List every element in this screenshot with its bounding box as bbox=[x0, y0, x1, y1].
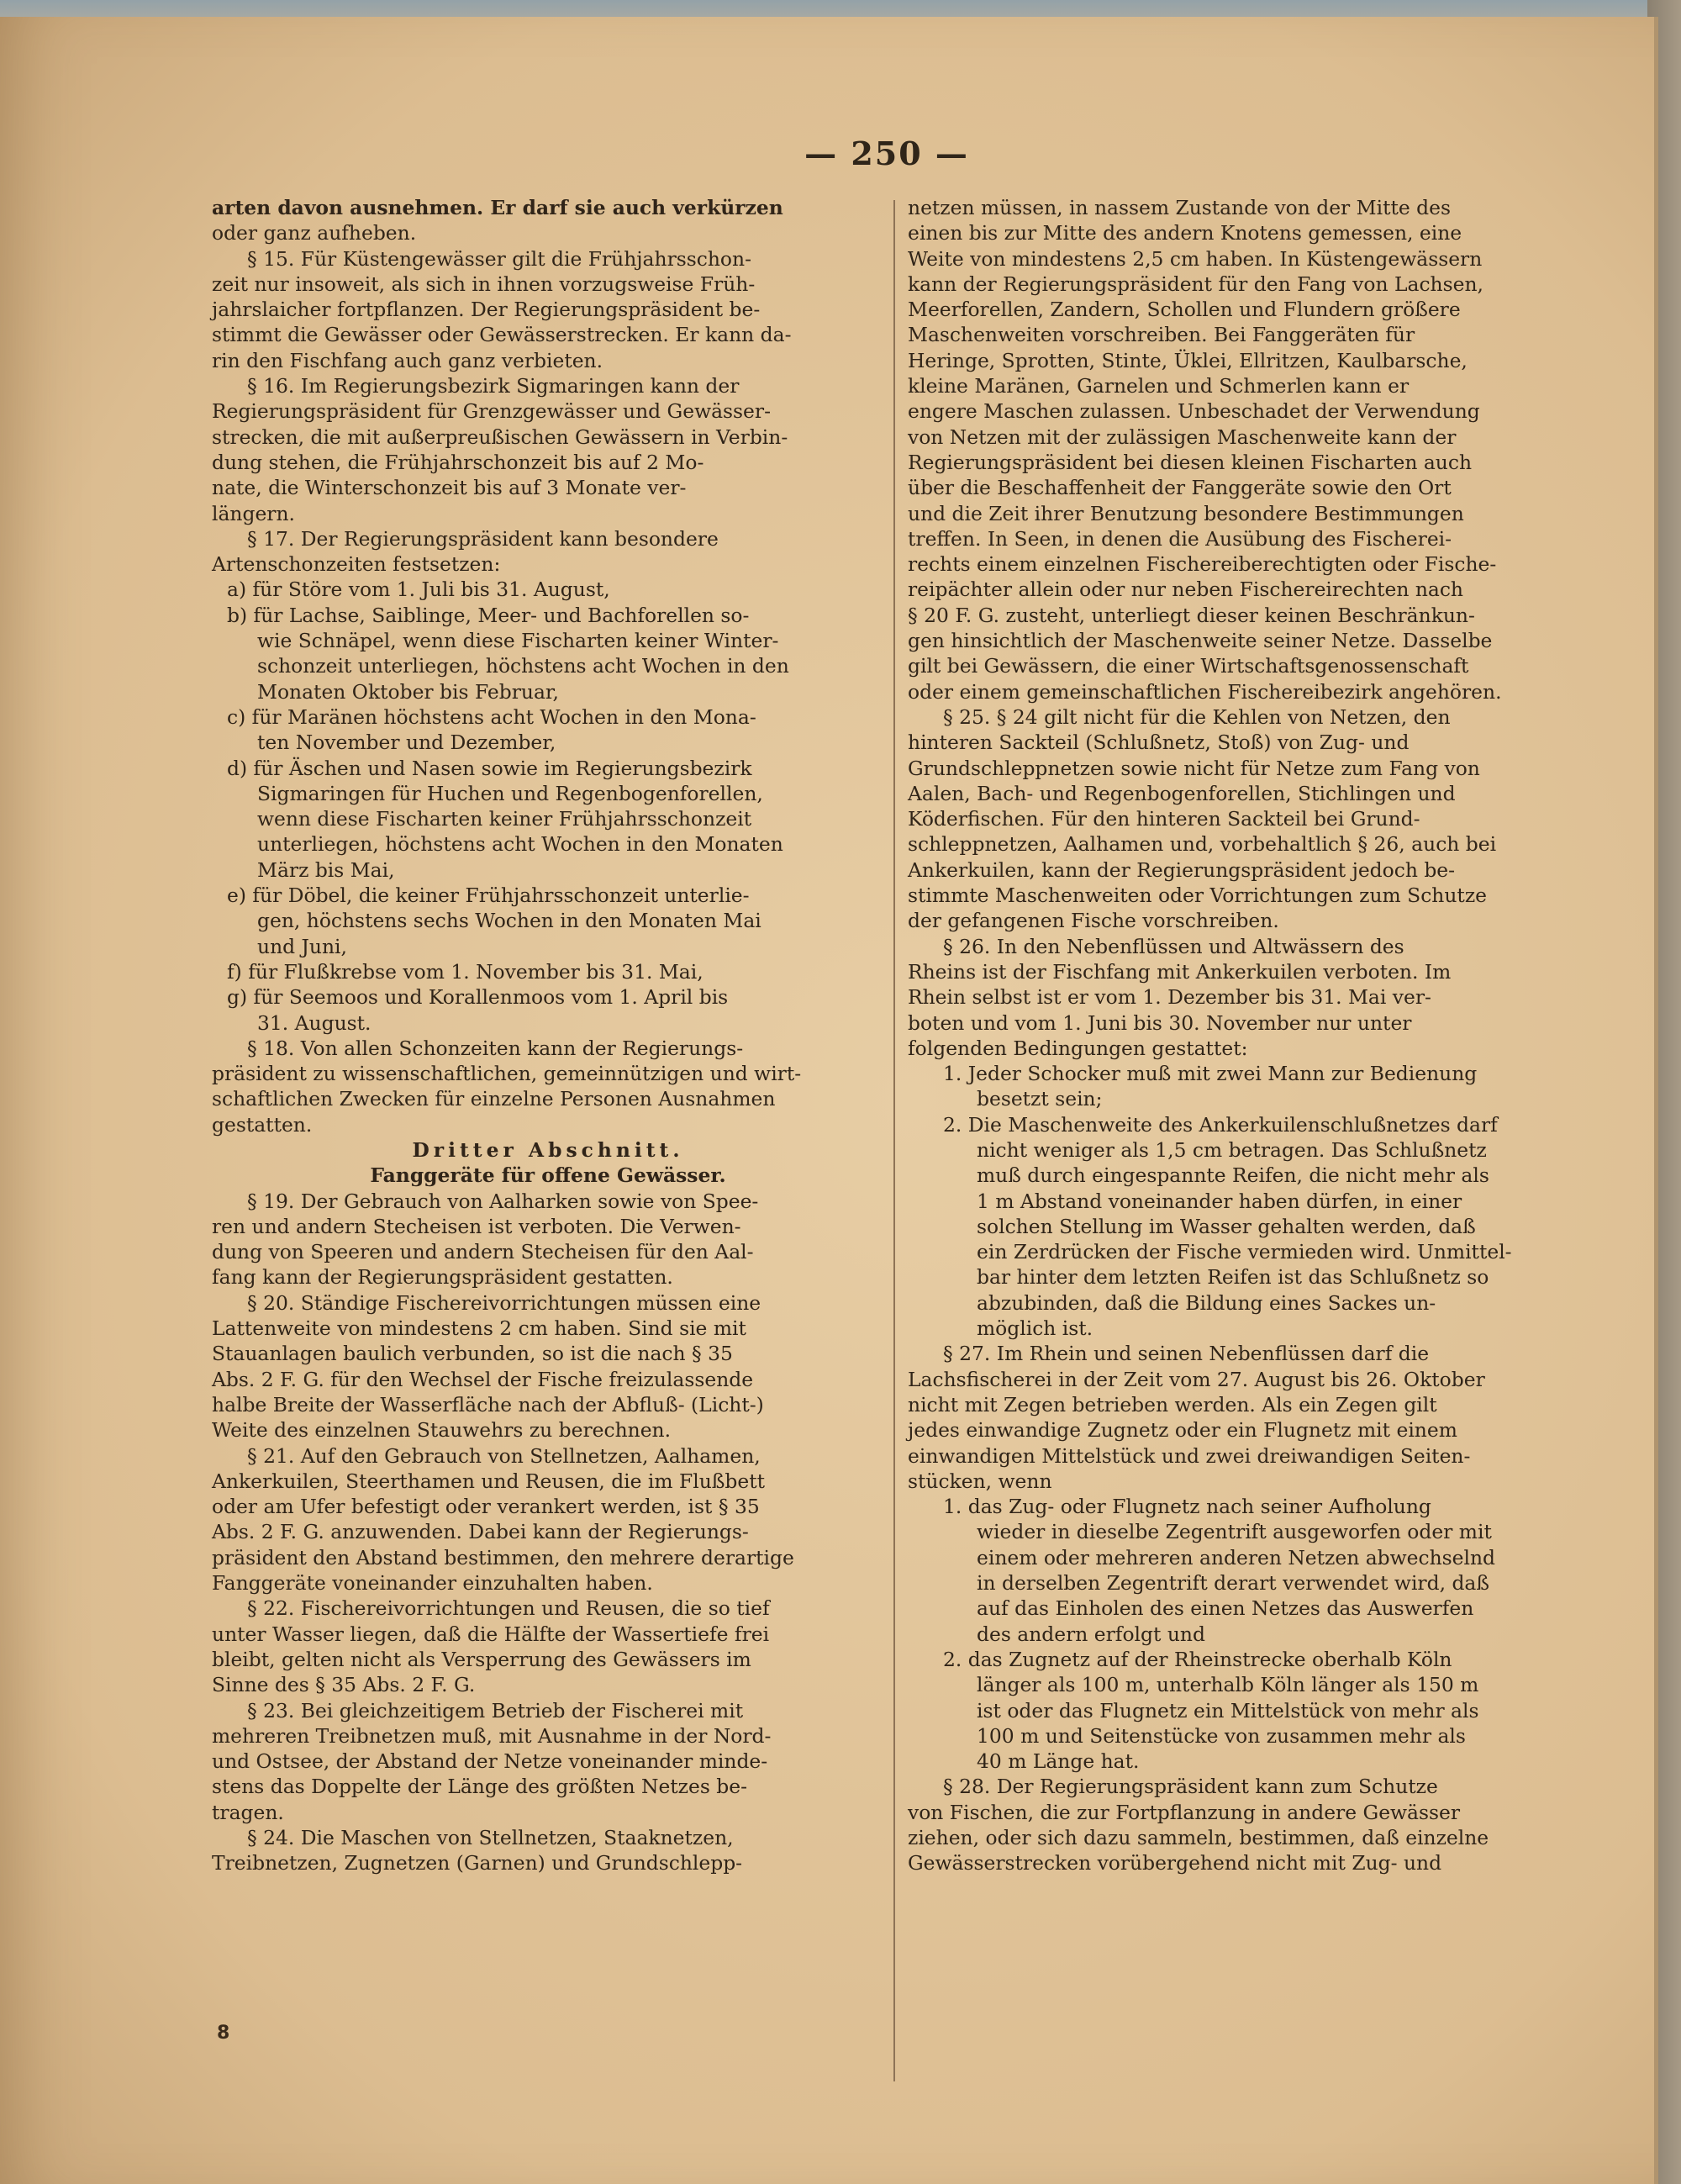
text-line: kann der Regierungspräsident für den Fang von Lachsen, bbox=[908, 272, 1483, 296]
text-line: Abs. 2 F. G. für den Wechsel der Fische freizulassende bbox=[212, 1367, 754, 1391]
text-line: reipächter allein oder nur neben Fischereirechten nach bbox=[908, 578, 1463, 602]
text-line: und Ostsee, der Abstand der Netze voneinander minde- bbox=[212, 1749, 768, 1774]
text-line: kleine Maränen, Garnelen und Schmerlen kann er bbox=[908, 374, 1410, 398]
text-line: zeit nur insoweit, als sich in ihnen vorzugsweise Früh- bbox=[212, 272, 756, 296]
text-line: abzubinden, daß die Bildung eines Sackes un- bbox=[977, 1290, 1436, 1315]
text-line: der gefangenen Fische vorschreiben. bbox=[908, 909, 1279, 933]
document-page bbox=[0, 17, 1658, 2184]
text-line: unterliegen, höchstens acht Wochen in den Monaten bbox=[257, 832, 783, 857]
text-line: Maschenweiten vorschreiben. Bei Fanggeräten für bbox=[908, 323, 1415, 347]
text-line: Lattenweite von mindestens 2 cm haben. Sind sie mit bbox=[212, 1316, 746, 1341]
text-line: 40 m Länge hat. bbox=[977, 1749, 1140, 1774]
text-line: Sinne des § 35 Abs. 2 F. G. bbox=[212, 1673, 476, 1697]
column-divider bbox=[893, 200, 895, 2081]
text-line: 100 m und Seitenstücke von zusammen mehr als bbox=[977, 1723, 1466, 1748]
text-line: präsident zu wissenschaftlichen, gemeinnützigen und wirt- bbox=[212, 1062, 802, 1086]
section-heading: Dritter Abschnitt. bbox=[412, 1137, 684, 1162]
text-line: mehreren Treibnetzen muß, mit Ausnahme in der Nord- bbox=[212, 1723, 772, 1748]
list-item-1: 1. Jeder Schocker muß mit zwei Mann zur Bedienung bbox=[943, 1062, 1478, 1086]
paragraph-18: § 18. Von allen Schonzeiten kann der Regierungs- bbox=[247, 1036, 744, 1060]
text-line: nicht mit Zegen betrieben werden. Als ein Zegen gilt bbox=[908, 1392, 1437, 1416]
paragraph-27: § 27. Im Rhein und seinen Nebenflüssen darf die bbox=[943, 1342, 1430, 1366]
list-item-b: b) für Lachse, Saiblinge, Meer- und Bachforellen so- bbox=[227, 603, 750, 627]
text-line: einen bis zur Mitte des andern Knotens gemessen, eine bbox=[908, 221, 1462, 245]
list-item-1: 1. das Zug- oder Flugnetz nach seiner Aufholung bbox=[943, 1495, 1431, 1519]
paragraph-15: § 15. Für Küstengewässer gilt die Frühjahrsschon- bbox=[247, 246, 751, 271]
list-item-2: 2. Die Maschenweite des Ankerkuilenschlußnetzes darf bbox=[943, 1112, 1498, 1137]
text-line: Rheins ist der Fischfang mit Ankerkuilen verboten. Im bbox=[908, 959, 1452, 984]
text-line: halbe Breite der Wasserfläche nach der Abfluß- (Licht-) bbox=[212, 1392, 764, 1416]
text-line: Grundschleppnetzen sowie nicht für Netze zum Fang von bbox=[908, 756, 1480, 780]
left-column bbox=[212, 195, 884, 1876]
text-line: gestatten. bbox=[212, 1112, 313, 1137]
text-line: bar hinter dem letzten Reifen ist das Schlußnetz so bbox=[977, 1265, 1489, 1290]
text-line: gilt bei Gewässern, die einer Wirtschaftsgenossenschaft bbox=[908, 654, 1469, 678]
text-line: Köderfischen. Für den hinteren Sackteil bei Grund- bbox=[908, 807, 1420, 831]
text-line: dung von Speeren und andern Stecheisen für den Aal- bbox=[212, 1240, 754, 1264]
text-line: ten November und Dezember, bbox=[257, 731, 556, 755]
paragraph-21: § 21. Auf den Gebrauch von Stellnetzen, Aalhamen, bbox=[247, 1443, 761, 1468]
text-line: oder am Ufer befestigt oder verankert werden, ist § 35 bbox=[212, 1495, 760, 1519]
text-line: präsident den Abstand bestimmen, den mehrere derartige bbox=[212, 1545, 794, 1569]
text-line: fang kann der Regierungspräsident gestatten. bbox=[212, 1265, 673, 1290]
text-line: in derselben Zegentrift derart verwendet wird, daß bbox=[977, 1571, 1489, 1596]
text-line: einem oder mehreren anderen Netzen abwechselnd bbox=[977, 1545, 1496, 1569]
text-line: muß durch eingespannte Reifen, die nicht mehr als bbox=[977, 1163, 1489, 1188]
text-line: Ankerkuilen, kann der Regierungspräsident jedoch be- bbox=[908, 857, 1456, 882]
text-line: Weite von mindestens 2,5 cm haben. In Küstengewässern bbox=[908, 246, 1483, 271]
text-line: ziehen, oder sich dazu sammeln, bestimmen, daß einzelne bbox=[908, 1826, 1489, 1849]
text-line: schaftlichen Zwecken für einzelne Personen Ausnahmen bbox=[212, 1087, 776, 1111]
text-line: § 20 F. G. zusteht, unterliegt dieser keinen Beschränkun- bbox=[908, 603, 1475, 627]
text-line: länger als 100 m, unterhalb Köln länger als 150 m bbox=[977, 1673, 1479, 1697]
text-line: einwandigen Mittelstück und zwei dreiwandigen Seiten- bbox=[908, 1443, 1471, 1468]
text-line: solchen Stellung im Wasser gehalten werden, daß bbox=[977, 1214, 1476, 1238]
text-line: Gewässerstrecken vorübergehend nicht mit Zug- und bbox=[908, 1851, 1442, 1875]
text-line: bleibt, gelten nicht als Versperrung des Gewässers im bbox=[212, 1647, 751, 1671]
text-line: nicht weniger als 1,5 cm betragen. Das Schlußnetz bbox=[977, 1137, 1487, 1162]
text-line: nate, die Winterschonzeit bis auf 3 Monate ver- bbox=[212, 476, 687, 500]
text-line: Weite des einzelnen Stauwehrs zu berechnen. bbox=[212, 1418, 672, 1443]
text-line: strecken, die mit außerpreußischen Gewässern in Verbin- bbox=[212, 425, 788, 449]
text-line: Fanggeräte voneinander einzuhalten haben. bbox=[212, 1571, 653, 1596]
text-line: oder einem gemeinschaftlichen Fischereibezirk angehören. bbox=[908, 679, 1502, 704]
text-line: schleppnetzen, Aalhamen und, vorbehaltlich § 26, auch bei bbox=[908, 832, 1497, 857]
text-line: stens das Doppelte der Länge des größten Netzes be- bbox=[212, 1775, 748, 1799]
list-item-d: d) für Äschen und Nasen sowie im Regierungsbezirk bbox=[227, 756, 752, 780]
text-line: Regierungspräsident bei diesen kleinen Fischarten auch bbox=[908, 450, 1473, 474]
text-line: Aalen, Bach- und Regenbogenforellen, Stichlingen und bbox=[908, 781, 1456, 805]
text-line: hinteren Sackteil (Schlußnetz, Stoß) von Zug- und bbox=[908, 731, 1410, 755]
text-line: 31. August. bbox=[257, 1010, 372, 1035]
text-line: Artenschonzeiten festsetzen: bbox=[212, 552, 501, 577]
list-item-e: e) für Döbel, die keiner Frühjahrsschonzeit unterlie- bbox=[227, 884, 750, 908]
text-line: längern. bbox=[212, 501, 295, 525]
text-line: stimmt die Gewässer oder Gewässerstrecken. Er kann da- bbox=[212, 323, 792, 347]
text-line: Treibnetzen, Zugnetzen (Garnen) und Grundschlepp- bbox=[212, 1851, 743, 1875]
text-line: gen, höchstens sechs Wochen in den Monaten Mai bbox=[257, 909, 761, 933]
paragraph-28: § 28. Der Regierungspräsident kann zum Schutze bbox=[943, 1775, 1438, 1799]
text-line: gen hinsichtlich der Maschenweite seiner Netze. Dasselbe bbox=[908, 629, 1493, 653]
text-line: Sigmaringen für Huchen und Regenbogenforellen, bbox=[257, 781, 763, 805]
text-line: arten davon ausnehmen. Er darf sie auch verkürzen bbox=[212, 196, 783, 219]
list-item-a: a) für Störe vom 1. Juli bis 31. August, bbox=[227, 578, 610, 602]
text-line: von Fischen, die zur Fortpflanzung in andere Gewässer bbox=[908, 1800, 1461, 1824]
text-line: stücken, wenn bbox=[908, 1469, 1052, 1493]
text-line: Meerforellen, Zandern, Schollen und Flundern größere bbox=[908, 298, 1461, 322]
text-line: wieder in dieselbe Zegentrift ausgeworfen oder mit bbox=[977, 1520, 1492, 1544]
text-line: engere Maschen zulassen. Unbeschadet der Verwendung bbox=[908, 399, 1480, 424]
text-line: schonzeit unterliegen, höchstens acht Wochen in den bbox=[257, 654, 789, 678]
text-line: Heringe, Sprotten, Stinte, Üklei, Ellritzen, Kaulbarsche, bbox=[908, 348, 1468, 372]
text-line: dung stehen, die Frühjahrschonzeit bis auf 2 Mo- bbox=[212, 450, 704, 474]
text-line: tragen. bbox=[212, 1800, 284, 1824]
text-line: boten und vom 1. Juni bis 30. November nur unter bbox=[908, 1010, 1412, 1035]
text-line: Rhein selbst ist er vom 1. Dezember bis 31. Mai ver- bbox=[908, 985, 1431, 1010]
text-line: Ankerkuilen, Steerthamen und Reusen, die im Flußbett bbox=[212, 1469, 766, 1493]
text-line: und Juni, bbox=[257, 934, 347, 958]
text-line: und die Zeit ihrer Benutzung besondere Bestimmungen bbox=[908, 501, 1464, 525]
list-item-g: g) für Seemoos und Korallenmoos vom 1. April bis bbox=[227, 985, 729, 1010]
text-line: unter Wasser liegen, daß die Hälfte der Wassertiefe frei bbox=[212, 1622, 770, 1646]
text-line: besetzt sein; bbox=[977, 1087, 1103, 1111]
section-subheading: Fanggeräte für offene Gewässer. bbox=[370, 1163, 726, 1188]
text-line: ist oder das Flugnetz ein Mittelstück von mehr als bbox=[977, 1698, 1479, 1722]
paragraph-19: § 19. Der Gebrauch von Aalharken sowie von Speе- bbox=[247, 1189, 759, 1213]
paragraph-23: § 23. Bei gleichzeitigem Betrieb der Fischerei mit bbox=[247, 1698, 744, 1722]
text-line: Lachsfischerei in der Zeit vom 27. August bis 26. Oktober bbox=[908, 1367, 1485, 1391]
text-line: 1 m Abstand voneinander haben dürfen, in einer bbox=[977, 1189, 1462, 1213]
list-item-2: 2. das Zugnetz auf der Rheinstrecke oberhalb Köln bbox=[943, 1647, 1452, 1671]
text-line: März bis Mai, bbox=[257, 857, 395, 882]
paragraph-17: § 17. Der Regierungspräsident kann besondere bbox=[247, 526, 719, 551]
text-line: des andern erfolgt und bbox=[977, 1622, 1205, 1646]
text-line: oder ganz aufheben. bbox=[212, 221, 417, 245]
text-line: netzen müssen, in nassem Zustande von der Mitte des bbox=[908, 196, 1451, 219]
text-line: folgenden Bedingungen gestattet: bbox=[908, 1036, 1248, 1060]
text-line: jedes einwandige Zugnetz oder ein Flugnetz mit einem bbox=[908, 1418, 1457, 1443]
signature-mark: 8 bbox=[217, 2023, 230, 2044]
text-line: über die Beschaffenheit der Fanggeräte sowie den Ort bbox=[908, 476, 1452, 500]
text-line: jahrslaicher fortpflanzen. Der Regierungspräsident be- bbox=[212, 298, 761, 322]
paragraph-24: § 24. Die Maschen von Stellnetzen, Staaknetzen, bbox=[247, 1826, 734, 1849]
right-column bbox=[908, 195, 1604, 1876]
text-line: stimmte Maschenweiten oder Vorrichtungen zum Schutze bbox=[908, 884, 1487, 908]
list-item-c: c) für Maränen höchstens acht Wochen in den Mona- bbox=[227, 704, 756, 729]
text-line: wenn diese Fischarten keiner Frühjahrsschonzeit bbox=[257, 807, 752, 831]
page-number: — 250 — bbox=[804, 135, 969, 172]
text-line: von Netzen mit der zulässigen Maschenweite kann der bbox=[908, 425, 1457, 449]
list-item-f: f) für Flußkrebse vom 1. November bis 31. Mai, bbox=[227, 959, 703, 984]
text-line: wie Schnäpel, wenn diese Fischarten keiner Winter- bbox=[257, 629, 779, 653]
text-line: Abs. 2 F. G. anzuwenden. Dabei kann der Regierungs- bbox=[212, 1520, 749, 1544]
text-line: ren und andern Stecheisen ist verboten. Die Verwen- bbox=[212, 1214, 741, 1238]
paragraph-20: § 20. Ständige Fischereivorrichtungen müssen eine bbox=[247, 1290, 761, 1315]
text-line: auf das Einholen des einen Netzes das Auswerfen bbox=[977, 1596, 1474, 1621]
paragraph-22: § 22. Fischereivorrichtungen und Reusen, die so tief bbox=[247, 1596, 770, 1621]
text-line: treffen. In Seen, in denen die Ausübung des Fischerei- bbox=[908, 526, 1452, 551]
paragraph-25: § 25. § 24 gilt nicht für die Kehlen von Netzen, den bbox=[943, 704, 1451, 729]
text-line: Stauanlagen baulich verbunden, so ist die nach § 35 bbox=[212, 1342, 733, 1366]
text-line: rin den Fischfang auch ganz verbieten. bbox=[212, 348, 603, 372]
text-line: ein Zerdrücken der Fische vermieden wird. Unmittel- bbox=[977, 1240, 1512, 1264]
text-line: möglich ist. bbox=[977, 1316, 1093, 1341]
text-line: Regierungspräsident für Grenzgewässer und Gewässer- bbox=[212, 399, 771, 424]
paragraph-16: § 16. Im Regierungsbezirk Sigmaringen kann der bbox=[247, 374, 740, 398]
text-line: Monaten Oktober bis Februar, bbox=[257, 679, 559, 704]
paragraph-26: § 26. In den Nebenflüssen und Altwässern des bbox=[943, 934, 1404, 958]
text-line: rechts einem einzelnen Fischereiberechtigten oder Fische- bbox=[908, 552, 1497, 577]
